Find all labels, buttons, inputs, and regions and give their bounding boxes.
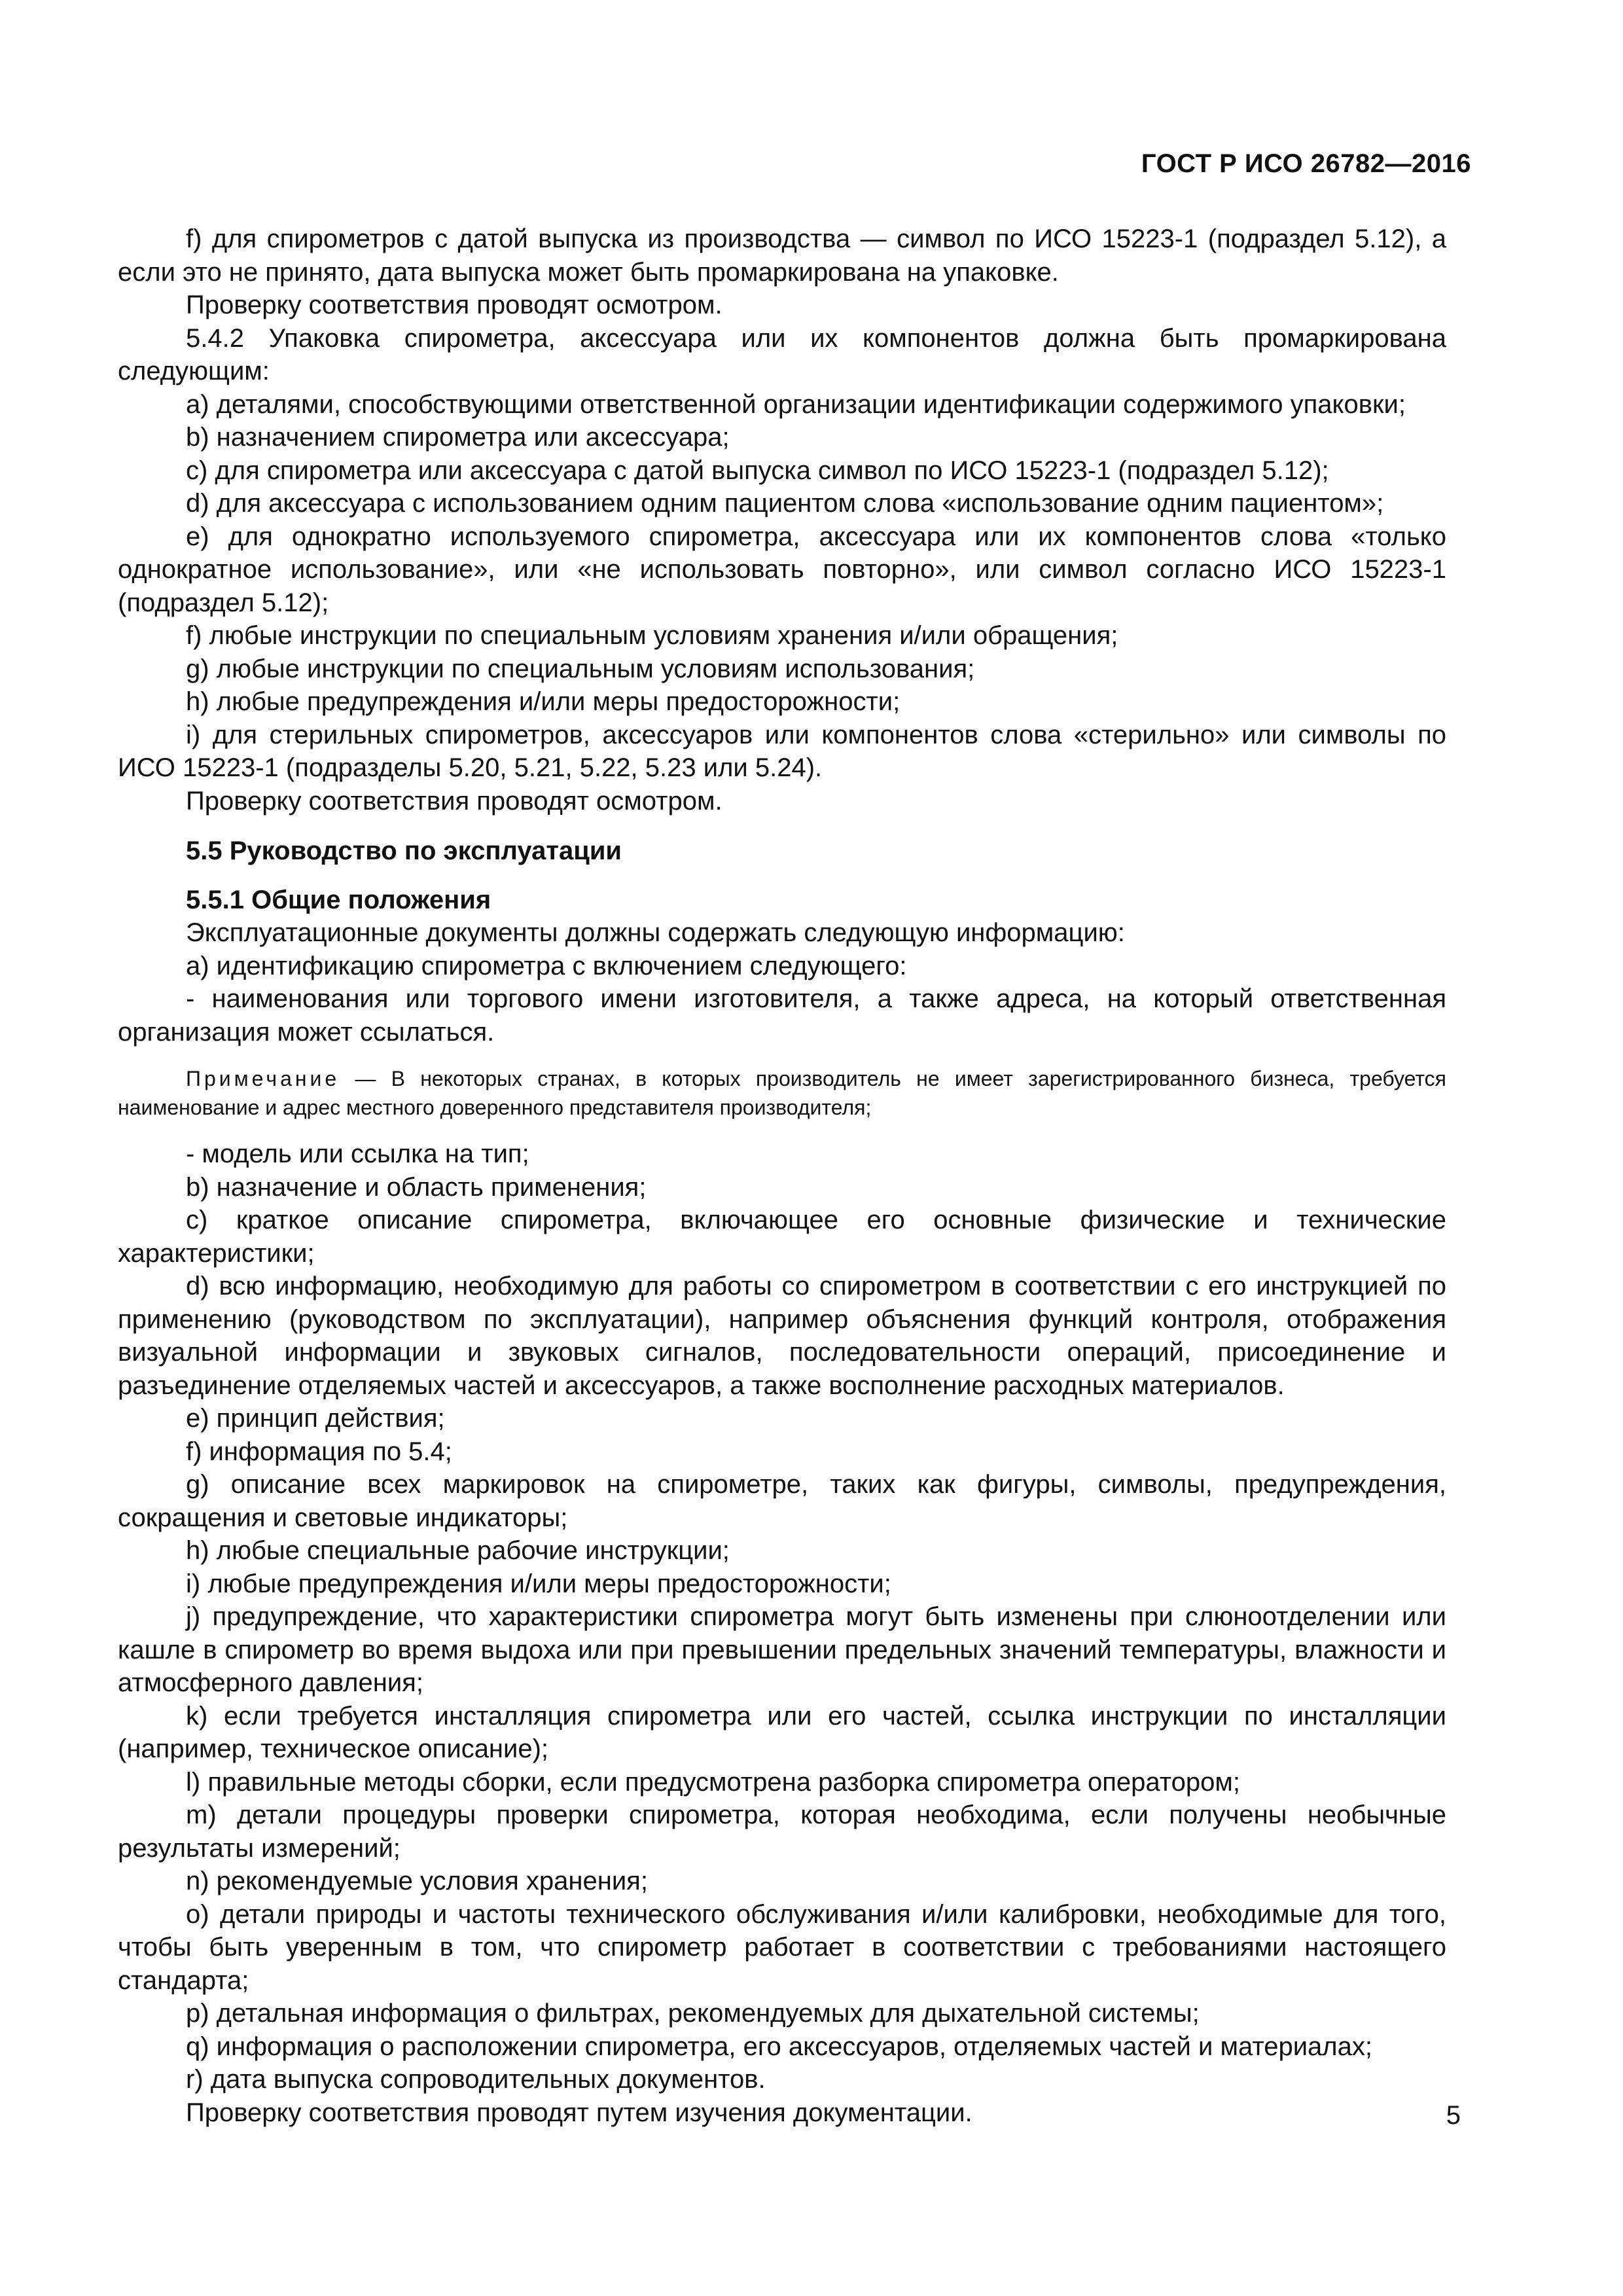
list-item: o) детали природы и частоты технического обслуживания и/или калибровки, необходимые для того, чтобы быть уверенным в том, что спирометр работает в соответствии с требованиями настоящего стандарта;	[118, 1899, 1446, 1995]
paragraph: f) для спирометров с датой выпуска из производства — символ по ИСО 15223-1 (подраздел 5.12), а если это не принято, дата выпуска может быть промаркирована на упаковке.	[118, 224, 1446, 287]
list-item: a) деталями, способствующими ответственной организации идентификации содержимого упаковки;	[186, 389, 1406, 419]
list-item: - модель или ссылка на тип;	[186, 1139, 529, 1168]
list-item: c) для спирометра или аксессуара с датой выпуска символ по ИСО 15223-1 (подраздел 5.12);	[186, 456, 1329, 485]
note-text: — В некоторых странах, в которых производитель не имеет зарегистрированного бизнеса, требуется наименование и адрес местного доверенного представителя производителя;	[118, 1067, 1446, 1119]
note	[118, 1064, 1446, 1122]
list-item: d) для аксессуара с использованием одним пациентом слова «использование одним пациентом»;	[186, 489, 1384, 518]
list-item: a) идентификацию спирометра с включением следующего:	[186, 951, 907, 980]
paragraph: Проверку соответствия проводят путем изучения документации.	[186, 2098, 972, 2127]
list-item: - наименования или торгового имени изготовителя, а также адреса, на который ответственная организация может ссылаться.	[118, 984, 1446, 1047]
paragraph: Эксплуатационные документы должны содержать следующую информацию:	[186, 918, 1125, 947]
list-item: g) любые инструкции по специальным условиям использования;	[186, 654, 975, 683]
list-item: f) любые инструкции по специальным условиям хранения и/или обращения;	[186, 621, 1118, 650]
list-item: l) правильные методы сборки, если предусмотрена разборка спирометра оператором;	[186, 1767, 1241, 1797]
list-item: e) принцип действия;	[186, 1404, 445, 1433]
list-item: b) назначение и область применения;	[186, 1172, 647, 1202]
subsection-title: 5.5.1 Общие положения	[186, 885, 491, 914]
list-item: g) описание всех маркировок на спирометре, таких как фигуры, символы, предупреждения, сокращения и световые индикаторы;	[118, 1470, 1446, 1532]
note-label: Примечание	[186, 1067, 340, 1090]
paragraph: Проверку соответствия проводят осмотром.	[186, 291, 722, 319]
list-item: q) информация о расположении спирометра, его аксессуаров, отделяемых частей и материалах;	[186, 2032, 1372, 2061]
list-item: h) любые специальные рабочие инструкции;	[186, 1536, 730, 1565]
list-item: b) назначением спирометра или аксессуара;	[186, 423, 730, 452]
list-item: r) дата выпуска сопроводительных документов.	[186, 2065, 766, 2094]
list-item: f) информация по 5.4;	[186, 1437, 452, 1466]
list-item: p) детальная информация о фильтрах, рекомендуемых для дыхательной системы;	[186, 1999, 1200, 2028]
list-item: k) если требуется инсталляция спирометра или его частей, ссылка инструкции по инсталляции (например, техническое описание);	[118, 1701, 1446, 1763]
list-item: j) предупреждение, что характеристики спирометра могут быть изменены при слюноотделении или кашле в спирометр во время выдоха или при превышении предельных значений температуры, влажности и атмосферного давления;	[118, 1602, 1446, 1697]
list-item: d) всю информацию, необходимую для работы со спирометром в соответствии с его инструкцией по применению (руководством по эксплуатации), например объяснения функций контроля, отображения визуальной информации и звуковых сигналов, последовательности операций, присоединение и разъединение отделяемых частей и аксессуаров, а также восполнение расходных материалов.	[118, 1272, 1446, 1400]
list-item: n) рекомендуемые условия хранения;	[186, 1867, 648, 1895]
list-item: i) для стерильных спирометров, аксессуаров или компонентов слова «стерильно» или символы по ИСО 15223-1 (подразделы 5.20, 5.21, 5.22, 5.23 или 5.24).	[118, 720, 1446, 782]
list-item: h) любые предупреждения и/или меры предосторожности;	[186, 687, 901, 716]
paragraph: Проверку соответствия проводят осмотром.	[186, 786, 722, 816]
page-number: 5	[1446, 2101, 1461, 2130]
document-body	[118, 223, 1446, 2129]
document-header: ГОСТ Р ИСО 26782—2016	[1141, 149, 1471, 178]
section-title: 5.5 Руководство по эксплуатации	[186, 836, 622, 865]
list-item: c) краткое описание спирометра, включающее его основные физические и технические характеристики;	[118, 1206, 1446, 1268]
paragraph: 5.4.2 Упаковка спирометра, аксессуара или их компонентов должна быть промаркирована следующим:	[118, 323, 1446, 386]
list-item: e) для однократно используемого спирометра, аксессуара или их компонентов слова «только однократное использование», или «не использовать повторно», или символ согласно ИСО 15223-1 (подраздел 5.12);	[118, 522, 1446, 617]
list-item: m) детали процедуры проверки спирометра, которая необходима, если получены необычные результаты измерений;	[118, 1801, 1446, 1863]
list-item: i) любые предупреждения и/или меры предосторожности;	[186, 1569, 891, 1598]
